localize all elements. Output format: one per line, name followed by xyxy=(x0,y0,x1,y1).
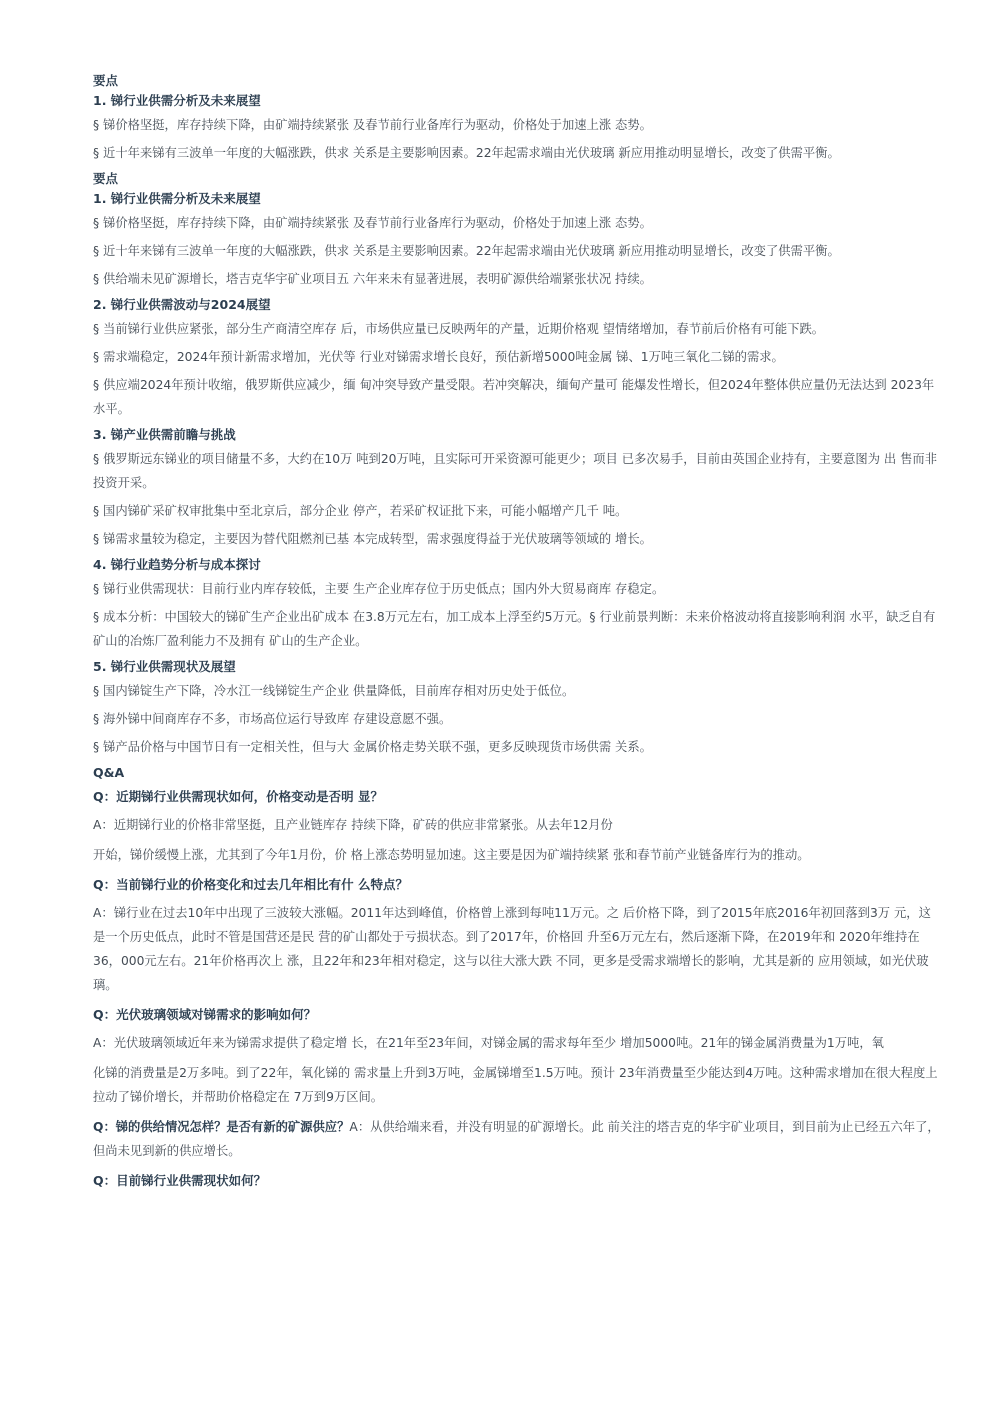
bullet-item: § 成本分析：中国较大的锑矿生产企业出矿成本 在3.8万元左右，加工成本上浮至约5万元。§ 行业前景判断：未来价格波动将直接影响利润 水平，缺乏自有矿山的冶炼厂盈利能力不及拥有 矿山的生产企业。 xyxy=(93,610,936,648)
section-4 xyxy=(93,555,942,653)
answer: A：光伏玻璃领域近年来为锑需求提供了稳定增 长，在21年至23年间，对锑金属的需求每年至少 增加5000吨。21年的锑金属消费量为1万吨，氧 xyxy=(93,1036,884,1050)
answer: A：从供给端来看，并没有明显的矿源增长。此 前关注的塔吉克的华宇矿业项目，到目前为止已经五六年了，但尚未见到新的供应增长。 xyxy=(93,1120,940,1158)
qa-heading: Q&A xyxy=(93,765,125,780)
section-2 xyxy=(93,295,942,421)
answer: 化锑的消费量是2万多吨。到了22年，氧化锑的 需求量上升到3万吨，金属锑增至1.5万吨。预计 23年消费量至少能达到4万吨。这种需求增加在很大程度上拉动了锑价增长，并帮助价格稳定在 7万到9万区间。 xyxy=(93,1066,938,1104)
section-heading: 5. 锑行业供需现状及展望 xyxy=(93,659,236,674)
question: Q：光伏玻璃领域对锑需求的影响如何？ xyxy=(93,1007,317,1022)
section-heading: 1. 锑行业供需分析及未来展望 xyxy=(93,93,261,108)
bullet-item: § 国内锑锭生产下降，冷水江一线锑锭生产企业 供量降低，目前库存相对历史处于低位。 xyxy=(93,684,575,698)
bullet-item: § 国内锑矿采矿权审批集中至北京后，部分企业 停产，若采矿权证批下来，可能小幅增产几千 吨。 xyxy=(93,504,628,518)
bullet-item: § 锑需求量较为稳定，主要因为替代阻燃剂已基 本完成转型，需求强度得益于光伏玻璃等领域的 增长。 xyxy=(93,532,652,546)
bullet-item: § 锑价格坚挺，库存持续下降，由矿端持续紧张 及春节前行业备库行为驱动，价格处于加速上涨 态势。 xyxy=(93,118,652,132)
key-points-heading: 要点 xyxy=(93,73,119,88)
answer: A：锑行业在过去10年中出现了三波较大涨幅。2011年达到峰值，价格曾上涨到每吨11万元。之 后价格下降，到了2015年底2016年初回落到3万 元，这是一个历史低点，此时不管是国营还是民 营的矿山都处于亏损状态。到了2017年，价格回 升至6万元左右，然后逐渐下降，在2019年和 2020年维持在36，000元左右。21年价格再次上 涨，且22年和23年相对稳定，这与以往大涨大跌 不同，更多是受需求端增长的影响，尤其是新的 应用领域，如光伏玻璃。 xyxy=(93,906,931,992)
bullet-item: § 海外锑中间商库存不多，市场高位运行导致库 存建设意愿不强。 xyxy=(93,712,452,726)
bullet-item: § 供给端未见矿源增长，塔吉克华宇矿业项目五 六年来未有显著进展，表明矿源供给端紧张状况 持续。 xyxy=(93,272,652,286)
bullet-item: § 当前锑行业供应紧张，部分生产商清空库存 后，市场供应量已反映两年的产量，近期价格观 望情绪增加，春节前后价格有可能下跌。 xyxy=(93,322,825,336)
bullet-item: § 俄罗斯远东锑业的项目储量不多，大约在10万 吨到20万吨，且实际可开采资源可能更少；项目 已多次易手，目前由英国企业持有，主要意图为 出 售而非投资开采。 xyxy=(93,452,937,490)
key-points-heading: 要点 xyxy=(93,171,119,186)
section-3 xyxy=(93,425,942,551)
section-heading: 3. 锑产业供需前瞻与挑战 xyxy=(93,427,236,442)
section-heading: 4. 锑行业趋势分析与成本探讨 xyxy=(93,557,261,572)
question: Q：近期锑行业供需现状如何，价格变动是否明 显？ xyxy=(93,789,383,804)
answer: A：近期锑行业的价格非常坚挺，且产业链库存 持续下降，矿砖的供应非常紧张。从去年12月份 xyxy=(93,818,613,832)
bullet-item: § 近十年来锑有三波单一年度的大幅涨跌，供求 关系是主要影响因素。22年起需求端由光伏玻璃 新应用推动明显增长，改变了供需平衡。 xyxy=(93,146,840,160)
bullet-item: § 锑行业供需现状：目前行业内库存较低，主要 生产企业库存位于历史低点；国内外大贸易商库 存稳定。 xyxy=(93,582,665,596)
bullet-item: § 锑产品价格与中国节日有一定相关性，但与大 金属价格走势关联不强，更多反映现货市场供需 关系。 xyxy=(93,740,652,754)
section-heading: 1. 锑行业供需分析及未来展望 xyxy=(93,191,261,206)
answer: 开始，锑价缓慢上涨，尤其到了今年1月份，价 格上涨态势明显加速。这主要是因为矿端持续紧 张和春节前产业链备库行为的推动。 xyxy=(93,848,810,862)
bullet-item: § 需求端稳定，2024年预计新需求增加，光伏等 行业对锑需求增长良好，预估新增5000吨金属 锑、1万吨三氧化二锑的需求。 xyxy=(93,350,784,364)
question: Q：目前锑行业供需现状如何？ xyxy=(93,1173,267,1188)
key-points-block-1 xyxy=(93,71,942,165)
question: Q：锑的供给情况怎样？是否有新的矿源供应？ xyxy=(93,1120,350,1134)
section-heading: 2. 锑行业供需波动与2024展望 xyxy=(93,297,271,312)
key-points-block-2 xyxy=(93,169,942,291)
question-answer-inline xyxy=(93,1115,942,1163)
section-5 xyxy=(93,657,942,759)
bullet-item: § 供应端2024年预计收缩，俄罗斯供应减少，缅 甸冲突导致产量受限。若冲突解决，缅甸产量可 能爆发性增长，但2024年整体供应量仍无法达到 2023年水平。 xyxy=(93,378,935,416)
qa-section xyxy=(93,763,942,1193)
bullet-item: § 近十年来锑有三波单一年度的大幅涨跌，供求 关系是主要影响因素。22年起需求端由光伏玻璃 新应用推动明显增长，改变了供需平衡。 xyxy=(93,244,840,258)
question: Q：当前锑行业的价格变化和过去几年相比有什 么特点？ xyxy=(93,877,408,892)
bullet-item: § 锑价格坚挺，库存持续下降，由矿端持续紧张 及春节前行业备库行为驱动，价格处于加速上涨 态势。 xyxy=(93,216,652,230)
